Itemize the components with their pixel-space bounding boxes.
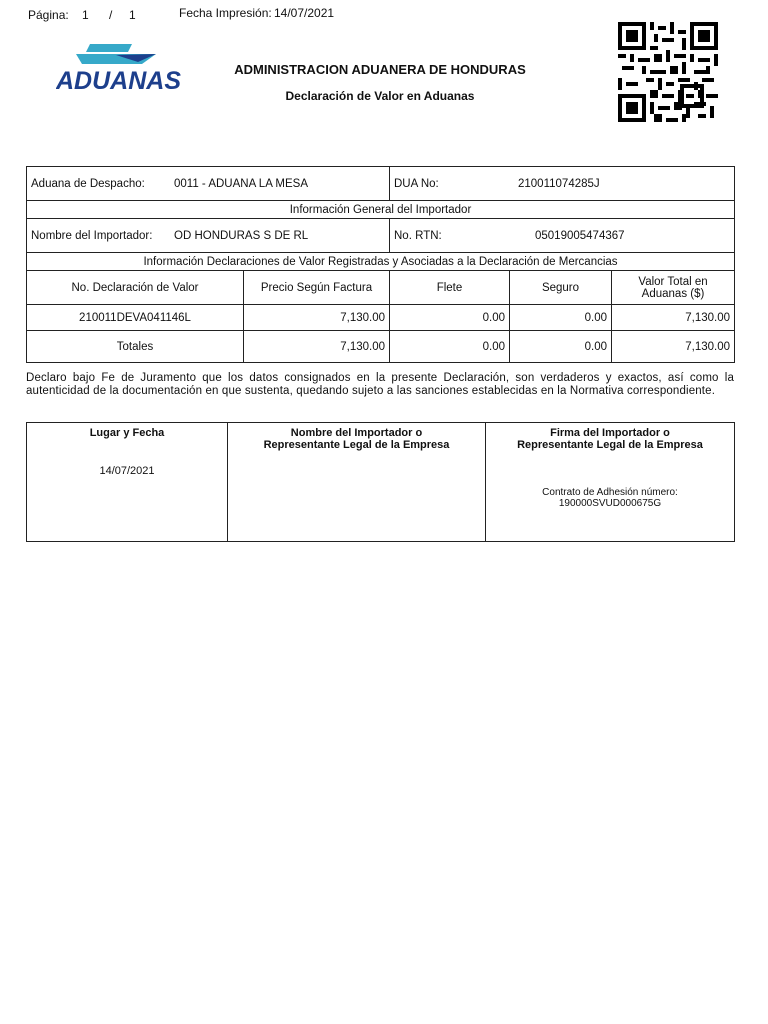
page-total: 1 — [129, 8, 136, 22]
column-header: No. Declaración de Valor — [27, 271, 244, 305]
totals-freight: 0.00 — [390, 331, 510, 363]
insurance-cell: 0.00 — [510, 305, 612, 331]
importer-value: OD HONDURAS S DE RL — [174, 229, 309, 242]
print-date: 14/07/2021 — [274, 6, 335, 20]
sworn-declaration-text: Declaro bajo Fe de Juramento que los datos consignados en la presente Declaración, son verdaderos y exactos, así como la autenticidad de la documentación en que sustenta, quedando sujeto a las sanciones establecidas en la Normativa correspondiente. — [26, 372, 734, 397]
declarations-section-heading: Información Declaraciones de Valor Registradas y Asociadas a la Declaración de Mercancias — [27, 253, 735, 271]
ship-icon — [56, 42, 196, 94]
totals-invoice-price: 7,130.00 — [244, 331, 390, 363]
column-header: Precio Según Factura — [244, 271, 390, 305]
dua-value: 210011074285J — [518, 177, 600, 190]
importer-name-cell — [228, 423, 486, 542]
page-separator: / — [109, 8, 113, 22]
importer-cell — [27, 219, 390, 253]
place-date-title: Lugar y Fecha — [89, 427, 165, 439]
customs-office-cell — [27, 167, 390, 201]
column-header: Valor Total en Aduanas ($) — [612, 271, 735, 305]
aduanas-logo — [56, 42, 196, 94]
customs-office-row — [27, 167, 735, 201]
importer-section-heading: Información General del Importador — [27, 201, 735, 219]
logo-text: ADUANAS — [56, 67, 181, 94]
importer-name-title-line2: Representante Legal de la Empresa — [263, 439, 450, 451]
importer-label: Nombre del Importador: — [31, 229, 153, 242]
totals-insurance: 0.00 — [510, 331, 612, 363]
column-header: Flete — [390, 271, 510, 305]
signature-title-line2: Representante Legal de la Empresa — [517, 439, 703, 451]
declaration-info-table — [26, 166, 735, 363]
totals-row — [27, 331, 735, 363]
organization-title: ADMINISTRACION ADUANERA DE HONDURAS — [234, 62, 526, 77]
qr-code — [616, 22, 720, 127]
table-row — [27, 305, 735, 331]
document-title: Declaración de Valor en Aduanas — [285, 89, 475, 103]
importer-row — [27, 219, 735, 253]
rtn-value: 05019005474367 — [535, 229, 625, 242]
signature-title-line1: Firma del Importador o — [550, 427, 670, 439]
importer-signature-cell — [486, 423, 735, 542]
column-header: Seguro — [510, 271, 612, 305]
contract-label: Contrato de Adhesión número: — [542, 487, 678, 498]
invoice-price-cell: 7,130.00 — [244, 305, 390, 331]
table-header-row — [27, 271, 735, 305]
totals-customs-value: 7,130.00 — [612, 331, 735, 363]
signature-table — [26, 422, 735, 542]
contract-number: 190000SVUD000675G — [558, 498, 662, 509]
place-date-cell — [27, 423, 228, 542]
importer-name-title-line1: Nombre del Importador o — [290, 427, 423, 439]
rtn-cell — [390, 219, 735, 253]
customs-value-cell: 7,130.00 — [612, 305, 735, 331]
totals-label: Totales — [27, 331, 244, 363]
page-current: 1 — [82, 8, 89, 22]
page-label: Página: — [28, 8, 69, 22]
importer-section-row — [27, 201, 735, 219]
rtn-label: No. RTN: — [394, 229, 442, 242]
dua-cell — [390, 167, 735, 201]
print-date-label: Fecha Impresión: — [179, 6, 272, 20]
dua-label: DUA No: — [394, 177, 439, 190]
freight-cell: 0.00 — [390, 305, 510, 331]
place-date-value: 14/07/2021 — [99, 465, 155, 477]
qr-code-icon — [616, 22, 720, 122]
declarations-section-row — [27, 253, 735, 271]
customs-office-value: 0011 - ADUANA LA MESA — [174, 177, 309, 190]
customs-office-label: Aduana de Despacho: — [31, 177, 145, 190]
declaration-number-cell: 210011DEVA041146L — [27, 305, 244, 331]
